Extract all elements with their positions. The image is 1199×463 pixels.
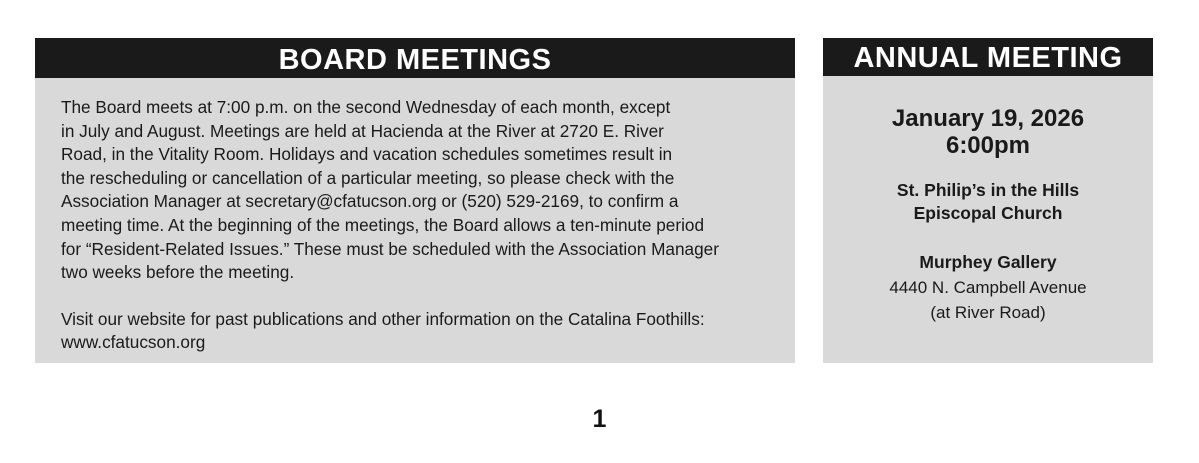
body-line: the rescheduling or cancellation of a particular meeting, so please check with the <box>61 167 675 188</box>
meeting-location <box>823 250 1153 325</box>
website-url: www.cfatucson.org <box>61 332 206 353</box>
body-line: meeting time. At the beginning of the meetings, the Board allows a ten-minute period <box>61 214 705 235</box>
address-line: (at River Road) <box>930 303 1046 322</box>
body-line: Visit our website for past publications and other information on the Catalina Foothills: <box>61 308 705 329</box>
board-meetings-panel <box>35 38 795 363</box>
annual-meeting-panel <box>823 38 1153 363</box>
body-line: in July and August. Meetings are held at Hacienda at the River at 2720 E. River <box>61 120 664 141</box>
body-line: The Board meets at 7:00 p.m. on the second Wednesday of each month, except <box>61 97 671 117</box>
body-line: for “Resident-Related Issues.” These must be scheduled with the Association Manager <box>61 238 719 259</box>
board-meetings-title: BOARD MEETINGS <box>35 38 795 78</box>
board-meetings-body <box>35 78 795 355</box>
meeting-datetime <box>823 105 1153 159</box>
meeting-time: 6:00pm <box>945 132 1031 159</box>
meeting-venue <box>823 179 1153 225</box>
page-number: 1 <box>592 405 607 433</box>
address-line: 4440 N. Campbell Avenue <box>889 278 1087 297</box>
venue-line: St. Philip’s in the Hills <box>896 180 1080 200</box>
venue-line: Episcopal Church <box>913 203 1063 223</box>
board-meetings-paragraph <box>61 96 775 285</box>
website-paragraph <box>61 308 775 355</box>
body-line: two weeks before the meeting. <box>61 262 295 283</box>
meeting-date: January 19, 2026 <box>891 105 1085 132</box>
annual-meeting-title: ANNUAL MEETING <box>823 38 1153 76</box>
gallery-name: Murphey Gallery <box>919 252 1057 272</box>
body-line: Association Manager at secretary@cfatucson.org or (520) 529-2169, to confirm a <box>61 191 679 212</box>
body-line: Road, in the Vitality Room. Holidays and vacation schedules sometimes result in <box>61 144 673 165</box>
